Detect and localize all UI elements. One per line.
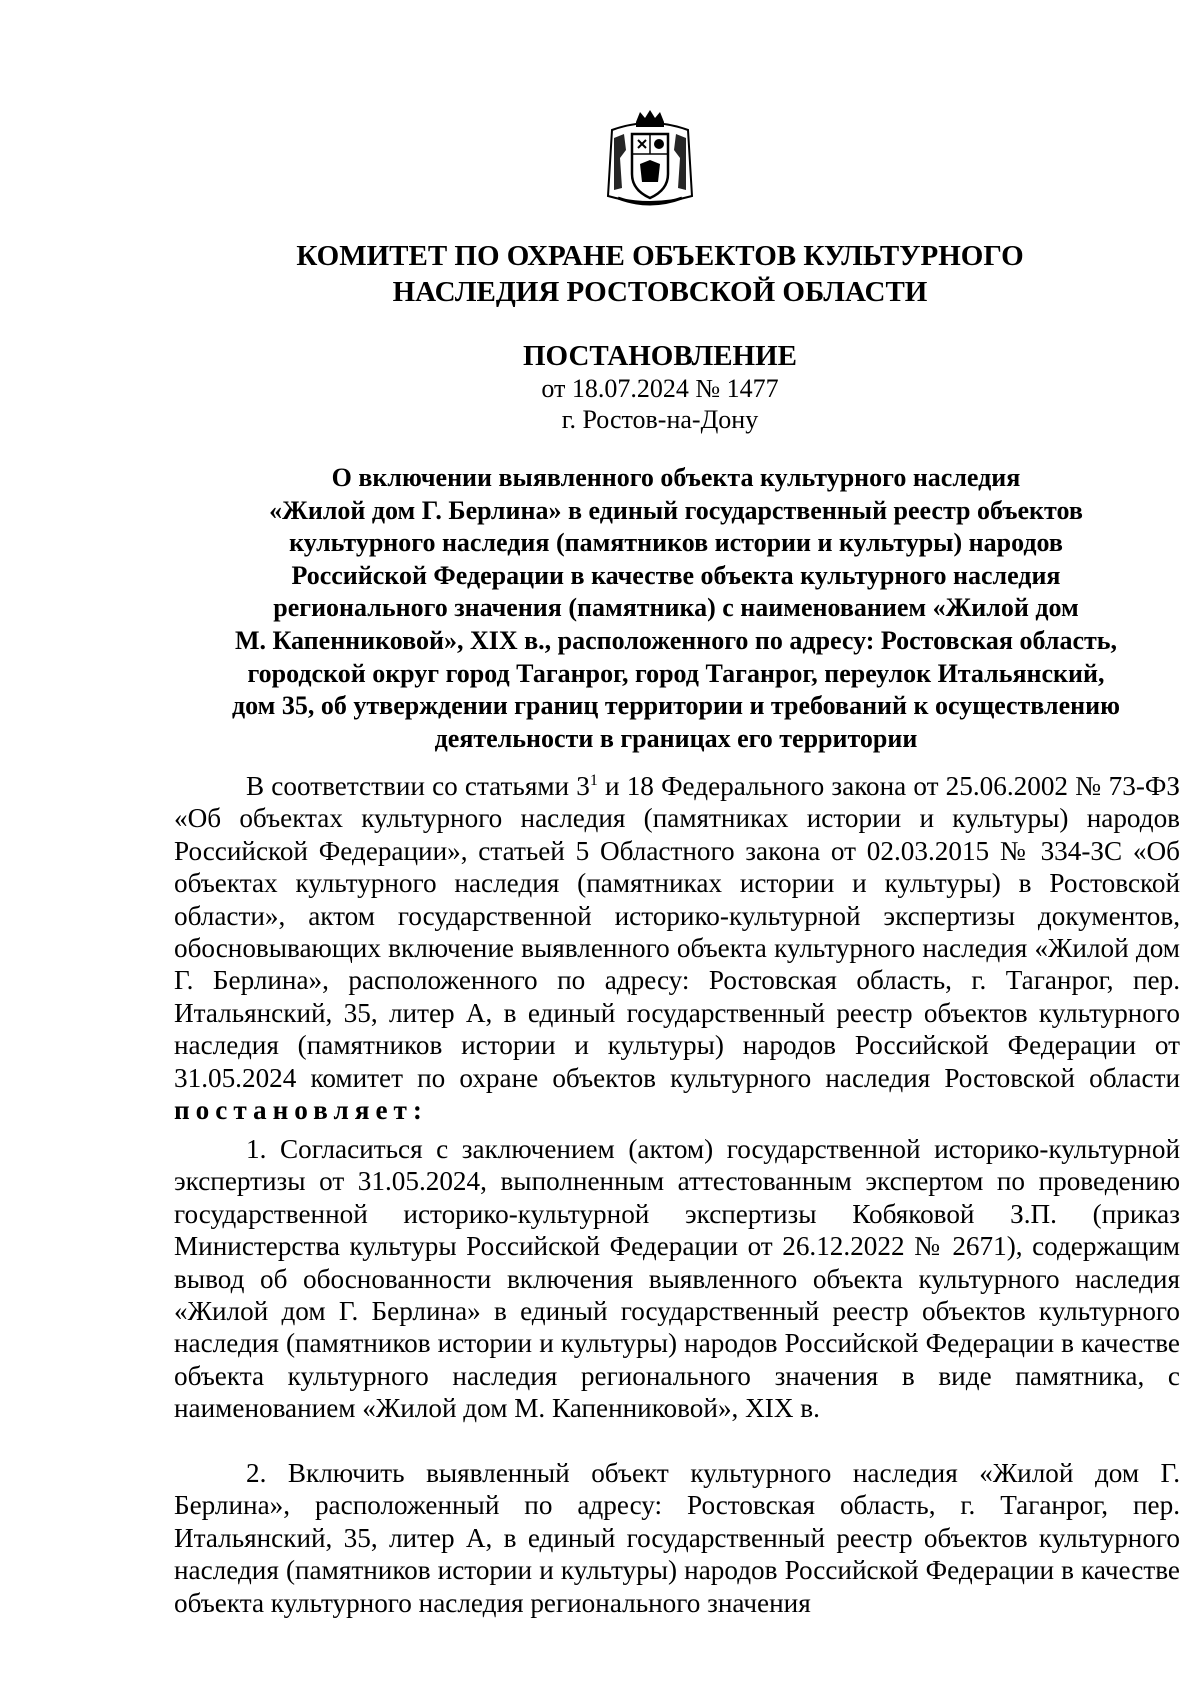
subject-line: О включении выявленного объекта культурного наследия <box>331 463 1021 492</box>
subject-line: регионального значения (памятника) с наименованием «Жилой дом <box>273 593 1079 623</box>
decree-title: ПОСТАНОВЛЕНИЕ <box>522 340 797 372</box>
subject-line: деятельности в границах его территории <box>434 723 918 753</box>
decree-item-1: 1. Согласиться с заключением (актом) государственной историко-культурной экспертизы от 31.05.2024, выполненным аттестованным экспертом по проведению государственной историко-культурной экспертизы Кобяковой З.П. (приказ Министерства культуры Российской Федерации от 26.12.2022 № 2671), содержащим вывод об обоснованности включения выявленного объекта культурного наследия «Жилой дом Г. Берлина» в единый государственный реестр объектов культурного наследия (памятников истории и культуры) народов Российской Федерации в качестве объекта культурного наследия регионального значения в виде памятника, с наименованием «Жилой дом М. Капенниковой», XIX в. <box>174 1134 1180 1424</box>
subject-line: М. Капенниковой», XIX в., расположенного по адресу: Ростовская область, <box>234 625 1118 655</box>
resolves-word: постановляет: <box>174 1095 428 1126</box>
preamble-start: В соответствии со статьями 3 <box>246 771 590 801</box>
subject-line: Российской Федерации в качестве объекта культурного наследия <box>291 560 1061 590</box>
preamble-text: и 18 Федерального закона от 25.06.2002 № 73-ФЗ «Об объектах культурного наследия (памятниках истории и культуры) народов Российской Федерации», статьей 5 Областного закона от 02.03.2015 № 334-ЗС «Об объектах культурного наследия (памятниках истории и культуры) в Ростовской области», актом государственной историко-культурной экспертизы документов, обосновывающих включение выявленного объекта культурного наследия «Жилой дом Г. Берлина», расположенного по адресу: Ростовская область, г. Таганрог, пер. Итальянский, 35, литер А, в единый государственный реестр объектов культурного наследия (памятников истории и культуры) народов Российской Федерации от 31.05.2024 комитет по охране объектов культурного наследия Ростовской области <box>174 771 1180 1093</box>
decree-item-2: 2. Включить выявленный объект культурного наследия «Жилой дом Г. Берлина», расположенный по адресу: Ростовская область, г. Таганрог, пер. Итальянский, 35, литер А, в единый государственный реестр объектов культурного наследия (памятников истории и культуры) народов Российской Федерации в качестве объекта культурного наследия регионального значения <box>174 1458 1180 1618</box>
subject-line: культурного наследия (памятников истории и культуры) народов <box>289 528 1063 558</box>
decree-city: г. Ростов-на-Дону <box>561 405 759 434</box>
committee-line: НАСЛЕДИЯ РОСТОВСКОЙ ОБЛАСТИ <box>392 276 928 308</box>
coat-of-arms-graphic <box>602 108 698 210</box>
subject-line: дом 35, об утверждении границ территории и требований к осуществлению <box>232 691 1120 721</box>
article-superscript: 1 <box>589 771 598 789</box>
subject-line: городской округ город Таганрог, город Таганрог, переулок Итальянский, <box>247 658 1105 688</box>
subject-line: «Жилой дом Г. Берлина» в единый государственный реестр объектов <box>269 495 1083 525</box>
committee-heading <box>140 238 1180 310</box>
decree-date-number: от 18.07.2024 № 1477 <box>541 374 779 403</box>
preamble-paragraph <box>174 770 1180 1126</box>
committee-line: КОМИТЕТ ПО ОХРАНЕ ОБЪЕКТОВ КУЛЬТУРНОГО <box>296 240 1024 272</box>
coat-of-arms-icon <box>602 108 698 210</box>
decree-subject <box>168 462 1184 755</box>
